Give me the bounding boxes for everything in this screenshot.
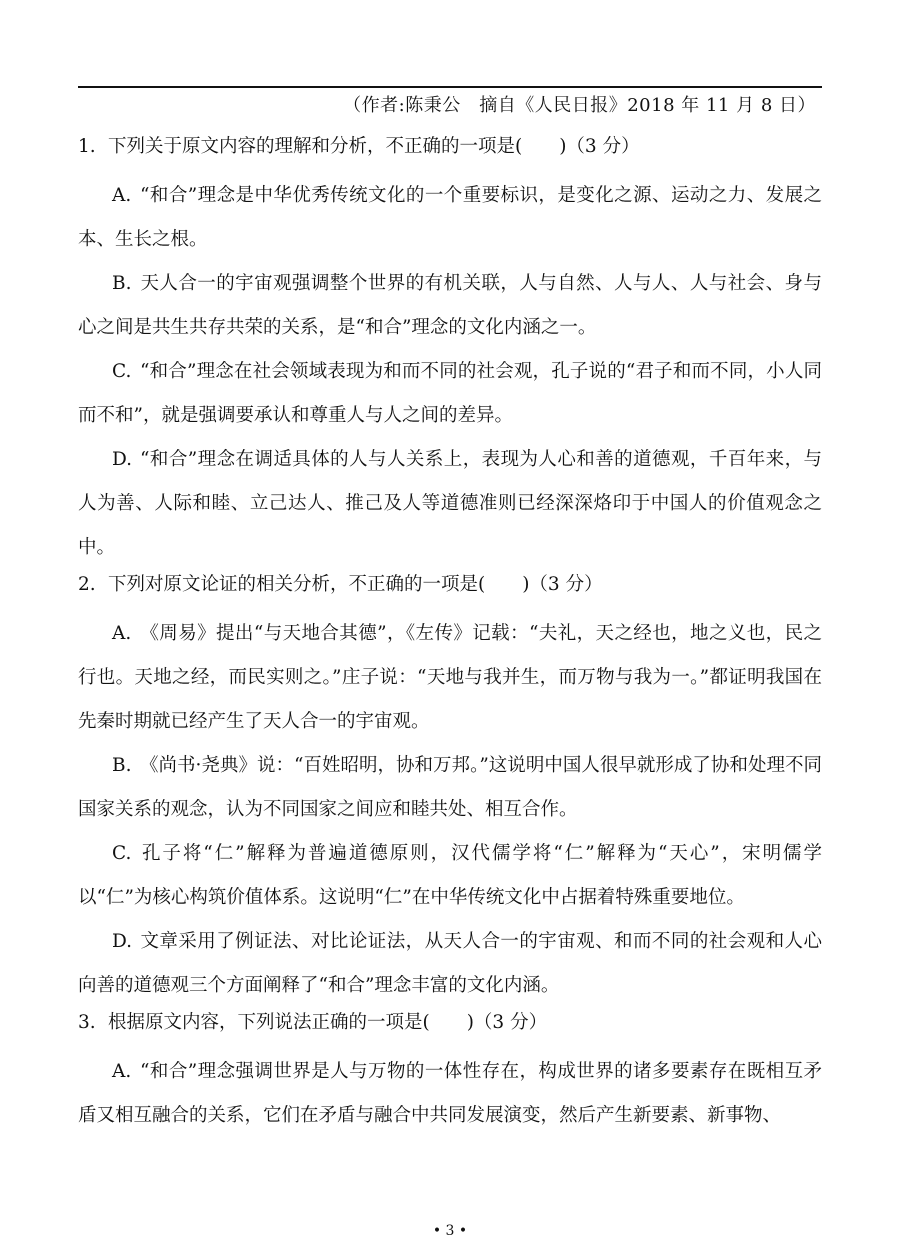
question-2-option-b bbox=[78, 744, 822, 832]
article-source: （作者:陈秉公 摘自《人民日报》2018 年 11 月 8 日） bbox=[343, 95, 816, 116]
option-text: 天人合一的宇宙观强调整个世界的有机关联，人与自然、人与人、人与社会、身与心之间是共生共存共荣的关系，是“和合”理念的文化内涵之一。 bbox=[78, 273, 822, 338]
question-text: 下列关于原文内容的理解和分析，不正确的一项是( )（3 分） bbox=[108, 136, 640, 157]
option-text: “和合”理念是中华优秀传统文化的一个重要标识，是变化之源、运动之力、发展之本、生长之根。 bbox=[78, 185, 822, 250]
question-text: 根据原文内容，下列说法正确的一项是( )（3 分） bbox=[108, 1012, 548, 1033]
question-number: 3. bbox=[78, 1012, 96, 1033]
question-1-option-b bbox=[78, 262, 822, 350]
option-letter: D. bbox=[112, 931, 133, 952]
option-letter: A. bbox=[112, 185, 132, 206]
question-3-stem bbox=[78, 1008, 822, 1038]
question-1-stem bbox=[78, 132, 822, 162]
option-letter: A. bbox=[112, 623, 132, 644]
option-text: 《尚书·尧典》说：“百姓昭明，协和万邦。”这说明中国人很早就形成了协和处理不同国家关系的观念，认为不同国家之间应和睦共处、相互合作。 bbox=[78, 755, 822, 820]
question-2-option-d bbox=[78, 920, 822, 1008]
question-3-option-a bbox=[78, 1050, 822, 1138]
option-letter: B. bbox=[112, 755, 132, 776]
option-text: “和合”理念在社会领域表现为和而不同的社会观，孔子说的“君子和而不同，小人同而不和”，就是强调要承认和尊重人与人之间的差异。 bbox=[78, 361, 822, 426]
option-letter: C. bbox=[112, 361, 132, 382]
option-text: 孔子将“仁”解释为普遍道德原则，汉代儒学将“仁”解释为“天心”，宋明儒学以“仁”为核心构筑价值体系。这说明“仁”在中华传统文化中占据着特殊重要地位。 bbox=[78, 843, 822, 908]
question-2-option-c bbox=[78, 832, 822, 920]
option-text: 《周易》提出“与天地合其德”，《左传》记载：“夫礼，天之经也，地之义也，民之行也。天地之经，而民实则之。”庄子说：“天地与我并生，而万物与我为一。”都证明我国在先秦时期就已经产生了天人合一的宇宙观。 bbox=[78, 623, 822, 732]
question-1-option-c bbox=[78, 350, 822, 438]
top-rule bbox=[78, 86, 822, 88]
option-text: 文章采用了例证法、对比论证法，从天人合一的宇宙观、和而不同的社会观和人心向善的道德观三个方面阐释了“和合”理念丰富的文化内涵。 bbox=[78, 931, 822, 996]
question-2-option-a bbox=[78, 612, 822, 744]
option-letter: C. bbox=[112, 843, 132, 864]
page-number: • 3 • bbox=[432, 1223, 468, 1239]
option-letter: D. bbox=[112, 449, 133, 470]
option-letter: B. bbox=[112, 273, 132, 294]
question-number: 2. bbox=[78, 574, 96, 595]
option-text: “和合”理念强调世界是人与万物的一体性存在，构成世界的诸多要素存在既相互矛盾又相互融合的关系，它们在矛盾与融合中共同发展演变，然后产生新要素、新事物、 bbox=[78, 1061, 822, 1126]
question-2-stem bbox=[78, 570, 822, 600]
option-text: “和合”理念在调适具体的人与人关系上，表现为人心和善的道德观，千百年来，与人为善、人际和睦、立己达人、推己及人等道德准则已经深深烙印于中国人的价值观念之中。 bbox=[78, 449, 822, 558]
question-1-option-d bbox=[78, 438, 822, 570]
question-text: 下列对原文论证的相关分析，不正确的一项是( )（3 分） bbox=[108, 574, 603, 595]
question-number: 1. bbox=[78, 136, 96, 157]
question-1-option-a bbox=[78, 174, 822, 262]
option-letter: A. bbox=[112, 1061, 132, 1082]
question-section bbox=[78, 132, 822, 1138]
